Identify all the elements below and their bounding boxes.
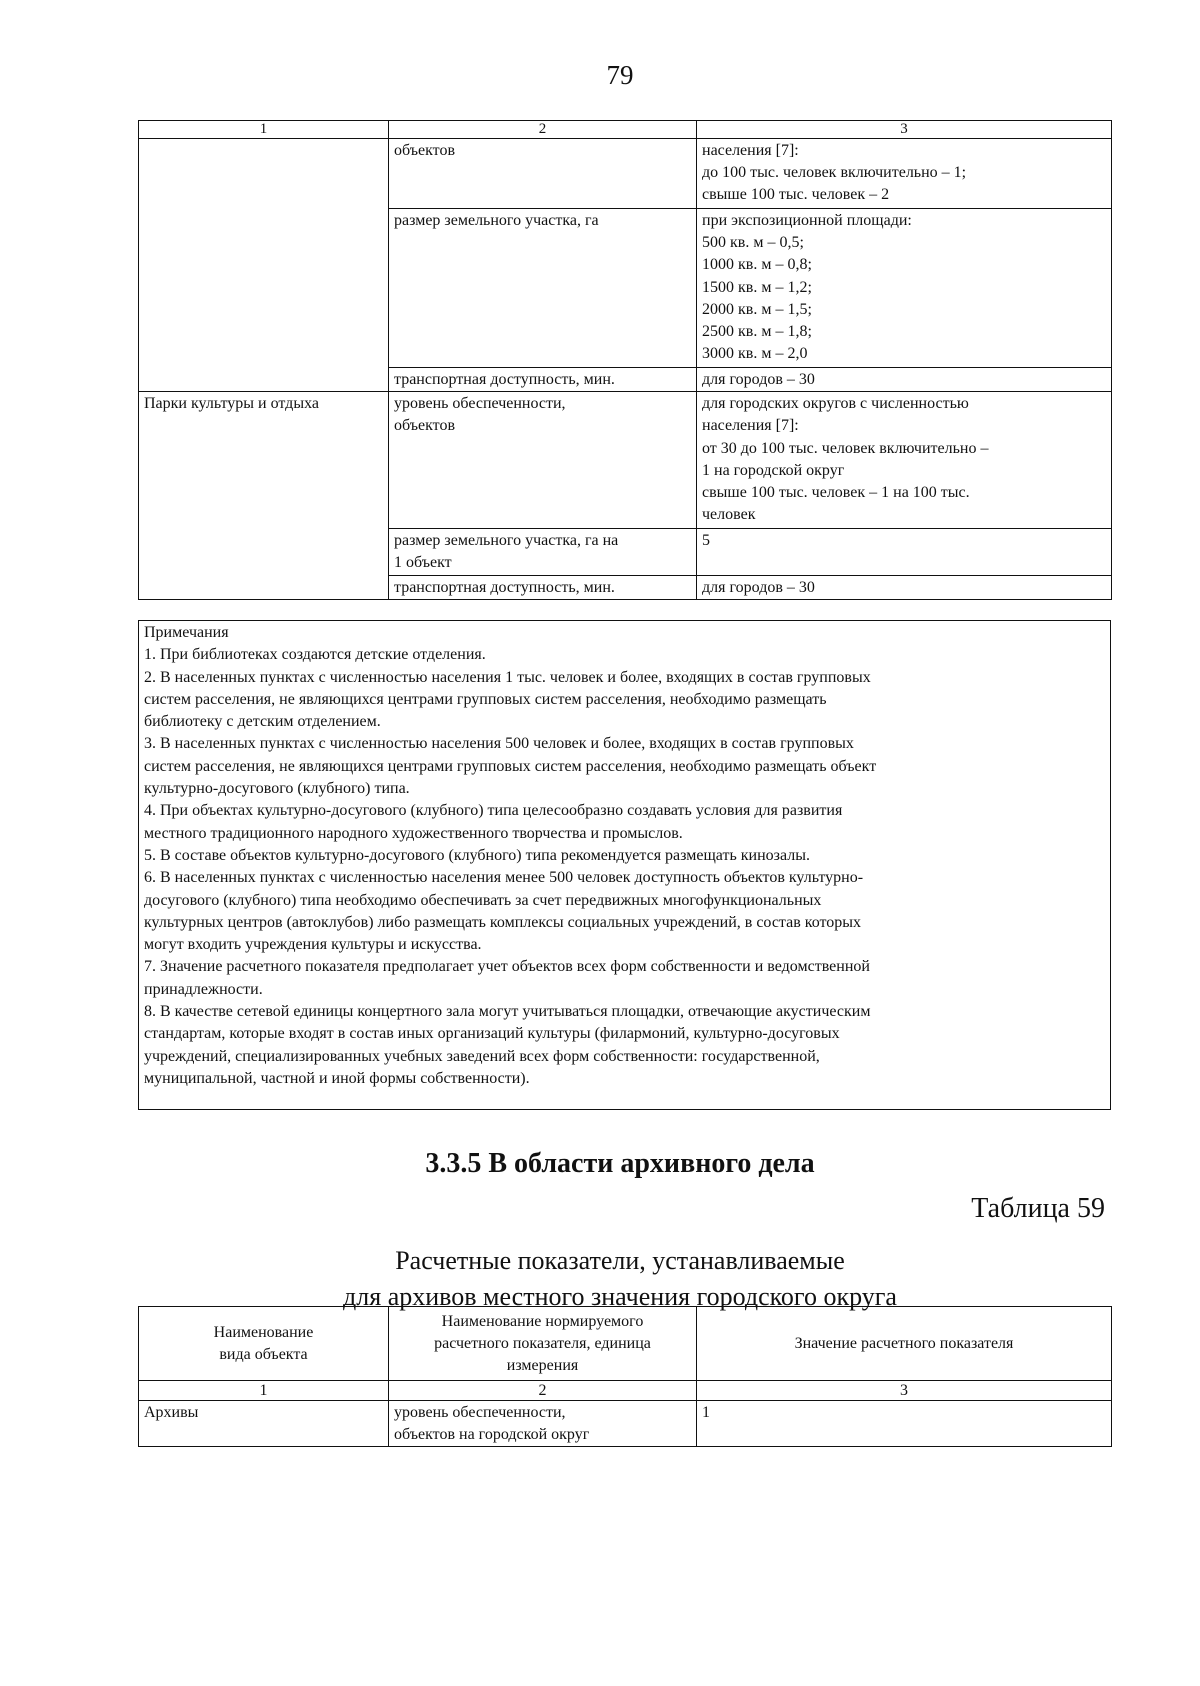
- value-text: для городов – 30: [702, 578, 815, 596]
- section-title: 3.3.5 В области архивного дела: [425, 1148, 815, 1179]
- value-cell: [697, 575, 1112, 599]
- value-text: для городов – 30: [702, 371, 815, 388]
- object-type-text: Парки культуры и отдыха: [144, 395, 319, 413]
- note-line: библиотеку с детским отделением.: [144, 713, 381, 731]
- header-text: Наименование вида объекта: [213, 1324, 314, 1363]
- indicator-text: размер земельного участка, га на 1 объект: [394, 532, 619, 572]
- header-text: Значение расчетного показателя: [794, 1335, 1014, 1352]
- note-line: 2. В населенных пунктах с численностью населения 1 тыс. человек и более, входящих в состав групповых: [144, 668, 871, 686]
- table-row: [139, 1401, 1112, 1447]
- note-line: культурных центров (автоклубов) либо размещать комплексы социальных учреждений, в состав которых: [144, 913, 862, 931]
- value-cell: [697, 139, 1112, 209]
- column-number-row: [139, 1381, 1112, 1401]
- note-line: могут входить учреждения культуры и искусства.: [144, 936, 482, 954]
- value-cell: [697, 209, 1112, 368]
- column-number-row: [139, 121, 1112, 139]
- column-number-cell: 3: [697, 121, 1112, 139]
- header-cell: [389, 1307, 697, 1381]
- archives-standards-table: [138, 1306, 1112, 1447]
- indicator-cell: [389, 392, 697, 529]
- table-row: [139, 139, 1112, 209]
- note-line: 3. В населенных пунктах с численностью населения 500 человек и более, входящих в состав групповых: [144, 735, 854, 753]
- value-text: при экспозиционной площади: 500 кв. м – 0,5; 1000 кв. м – 0,8; 1500 кв. м – 1,2; 2000 кв. м – 1,5; 2500 кв. м – 1,8; 3000 кв. м – 2,0: [702, 212, 912, 363]
- column-number-cell: 3: [697, 1381, 1112, 1401]
- column-number-cell: 1: [139, 1381, 389, 1401]
- value-cell: [697, 1401, 1112, 1447]
- column-number-cell: 1: [139, 121, 389, 139]
- note-line: 8. В качестве сетевой единицы концертного зала могут учитываться площадки, отвечающие акустическим: [144, 1003, 871, 1021]
- object-type-cell: [139, 1401, 389, 1447]
- table-caption-line: Расчетные показатели, устанавливаемые: [395, 1246, 845, 1275]
- note-line: 7. Значение расчетного показателя предполагает учет объектов всех форм собственности и ведомственной: [144, 958, 870, 976]
- table-number: Таблица 59: [971, 1193, 1105, 1224]
- object-type-text: Архивы: [144, 1404, 199, 1421]
- value-cell: [697, 368, 1112, 392]
- value-text: 1: [702, 1404, 710, 1421]
- indicator-text: транспортная доступность, мин.: [394, 578, 615, 596]
- header-cell: [697, 1307, 1112, 1381]
- indicator-cell: [389, 1401, 697, 1447]
- header-row: [139, 1307, 1112, 1381]
- note-line: принадлежности.: [144, 980, 263, 998]
- indicator-text: уровень обеспеченности, объектов: [394, 395, 566, 435]
- note-line: муниципальной, частной и иной формы собственности).: [144, 1069, 530, 1087]
- note-line: 4. При объектах культурно-досугового (клубного) типа целесообразно создавать условия для развития: [144, 802, 843, 820]
- column-number-cell: 2: [389, 1381, 697, 1401]
- indicator-cell: [389, 368, 697, 392]
- note-line: стандартам, которые входят в состав иных организаций культуры (филармоний, культурно-досуговых: [144, 1025, 840, 1043]
- indicator-cell: [389, 209, 697, 368]
- note-line: 5. В составе объектов культурно-досугового (клубного) типа рекомендуется размещать кинозалы.: [144, 846, 810, 864]
- indicator-cell: [389, 575, 697, 599]
- note-line: местного традиционного народного художественного творчества и промыслов.: [144, 824, 683, 842]
- note-line: 6. В населенных пунктах с численностью населения менее 500 человек доступность объектов культурно-: [144, 869, 864, 887]
- object-type-cell: [139, 392, 389, 600]
- note-line: досугового (клубного) типа необходимо обеспечивать за счет передвижных многофункциональных: [144, 891, 822, 909]
- value-cell: [697, 392, 1112, 529]
- header-cell: [139, 1307, 389, 1381]
- value-text: населения [7]: до 100 тыс. человек включительно – 1; свыше 100 тыс. человек – 2: [702, 142, 967, 204]
- note-line: учреждений, специализированных учебных заведений всех форм собственности: государственной,: [144, 1047, 820, 1065]
- table-caption-line: для архивов местного значения городского округа: [343, 1282, 897, 1311]
- value-cell: [697, 529, 1112, 575]
- indicator-text: уровень обеспеченности, объектов на городской округ: [394, 1404, 590, 1443]
- note-line: систем расселения, не являющихся центрами групповых систем расселения, необходимо размещать: [144, 690, 827, 708]
- note-line: 1. При библиотеках создаются детские отделения.: [144, 646, 486, 664]
- table-caption: [0, 1243, 1200, 1315]
- notes-title: Примечания: [144, 624, 229, 641]
- page-number: 79: [606, 60, 634, 90]
- note-line: культурно-досугового (клубного) типа.: [144, 780, 410, 798]
- indicator-text: размер земельного участка, га: [394, 212, 599, 229]
- value-text: для городских округов с численностью населения [7]: от 30 до 100 тыс. человек включительно – 1 на городской округ свыше 100 тыс. человек – 1 на 100 тыс. человек: [702, 395, 989, 524]
- value-text: 5: [702, 532, 710, 550]
- table-row: [139, 392, 1112, 529]
- column-number-cell: 2: [389, 121, 697, 139]
- indicator-text: транспортная доступность, мин.: [394, 371, 615, 388]
- notes-box: [138, 620, 1111, 1110]
- culture-standards-table: [138, 120, 1112, 600]
- indicator-text: объектов: [394, 142, 456, 159]
- header-text: Наименование нормируемого расчетного показателя, единица измерения: [434, 1313, 651, 1374]
- indicator-cell: [389, 529, 697, 575]
- indicator-cell: [389, 139, 697, 209]
- note-line: систем расселения, не являющихся центрами групповых систем расселения, необходимо размещать объект: [144, 757, 877, 775]
- object-type-cell: [139, 139, 389, 392]
